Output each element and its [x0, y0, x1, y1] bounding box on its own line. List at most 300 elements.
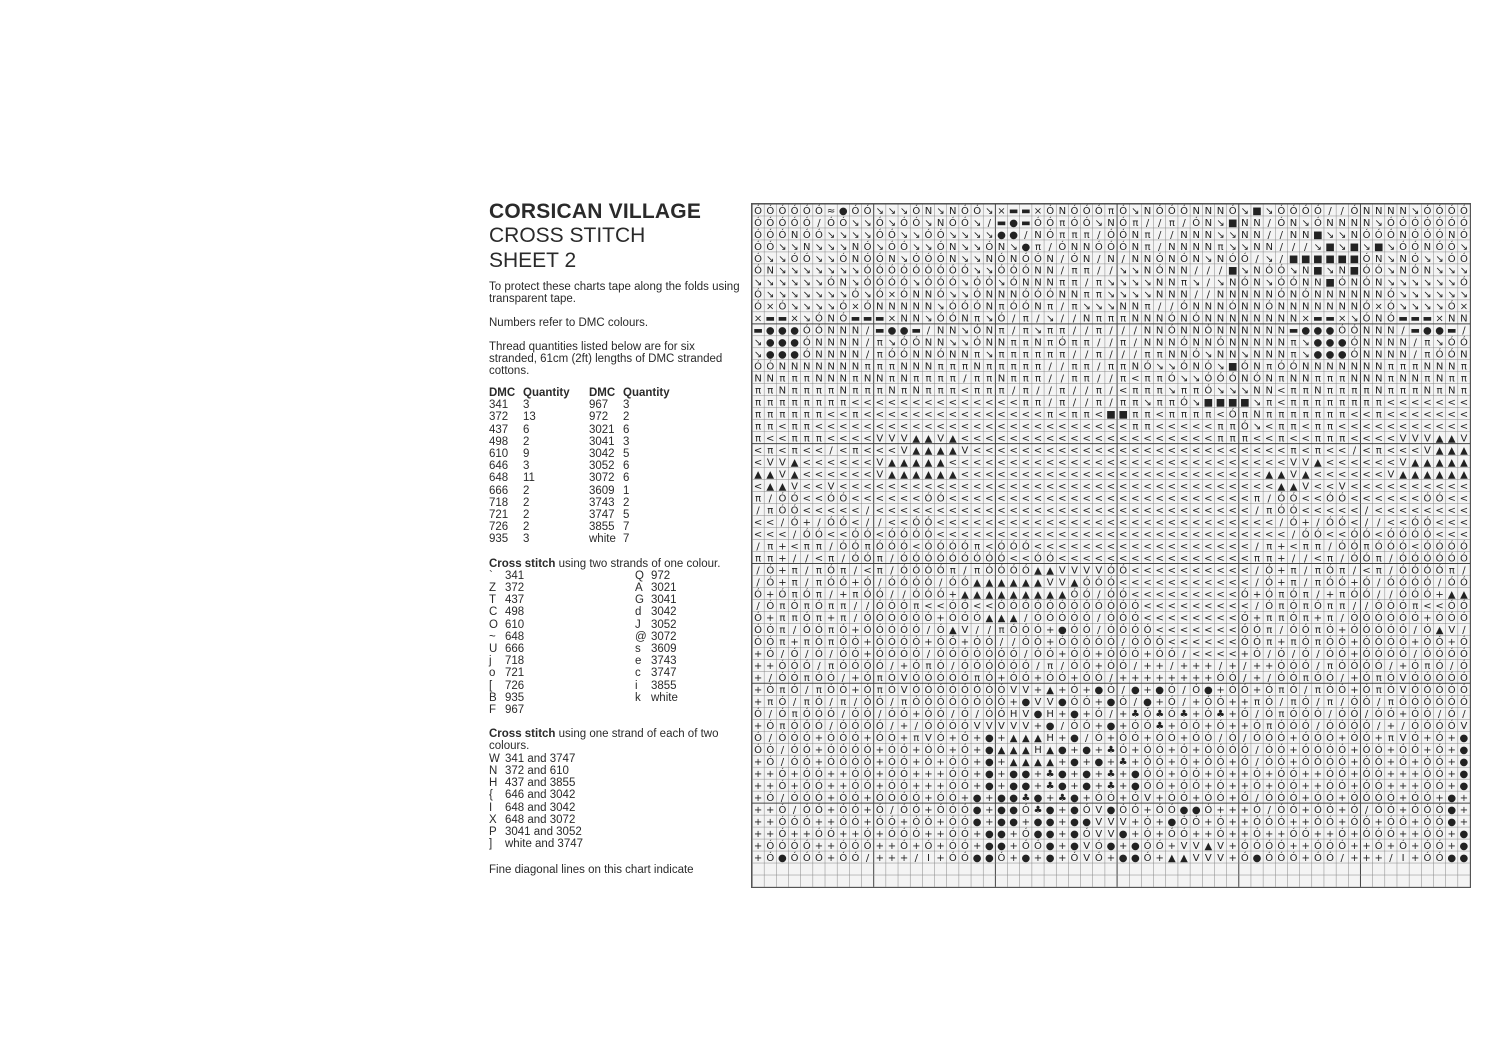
stitch-symbol: Ó — [839, 733, 848, 745]
stitch-symbol: Ó — [900, 709, 909, 721]
stitch-symbol: π — [876, 553, 883, 565]
stitch-symbol: < — [1070, 469, 1079, 481]
stitch-symbol: Ó — [1386, 625, 1395, 637]
stitch-symbol: ↘ — [1301, 217, 1310, 229]
stitch-symbol: + — [1228, 840, 1237, 852]
stitch-symbol: π — [1278, 421, 1285, 433]
stitch-symbol: Ó — [900, 804, 909, 816]
stitch-symbol: π — [791, 709, 798, 721]
stitch-symbol: ↘ — [960, 277, 970, 289]
stitch-symbol: ● — [887, 325, 897, 337]
stitch-symbol: Ó — [875, 649, 884, 661]
stitch-symbol: ▲ — [1289, 481, 1298, 493]
stitch-symbol: π — [1424, 337, 1431, 349]
stitch-symbol: + — [1118, 721, 1128, 733]
stitch-symbol: ↘ — [1386, 277, 1396, 289]
stitch-symbol: π — [901, 697, 908, 709]
stitch-symbol: / — [1170, 301, 1174, 313]
stitch-symbol: π — [1424, 349, 1431, 361]
stitch-symbol: ↘ — [839, 229, 848, 241]
stitch-symbol: + — [1301, 780, 1310, 792]
stitch-symbol: π — [1168, 397, 1175, 409]
stitch-symbol: π — [1193, 409, 1200, 421]
stitch-symbol: Ó — [754, 301, 763, 313]
stitch-symbol: Ó — [1216, 673, 1225, 685]
stitch-symbol: < — [1252, 445, 1262, 457]
stitch-symbol: ↘ — [839, 241, 848, 253]
stitch-symbol: ↘ — [1301, 337, 1310, 349]
stitch-symbol: Ó — [1411, 709, 1420, 721]
stitch-symbol: < — [960, 493, 970, 505]
stitch-symbol: ● — [1009, 780, 1019, 792]
stitch-symbol: N — [936, 337, 945, 349]
stitch-symbol: ▲ — [1058, 589, 1067, 601]
stitch-symbol: < — [1447, 493, 1456, 505]
stitch-symbol: < — [1058, 493, 1067, 505]
stitch-symbol: N — [1143, 313, 1152, 325]
stitch-symbol: + — [1338, 792, 1347, 804]
stitch-symbol: < — [1313, 481, 1323, 493]
stitch-symbol: < — [802, 505, 811, 517]
stitch-symbol: Ó — [888, 277, 896, 289]
key-entry — [489, 789, 741, 801]
stitch-symbol: / — [1255, 601, 1259, 613]
stitch-symbol: ■ — [1227, 361, 1238, 373]
stitch-symbol: Ó — [1362, 613, 1371, 625]
stitch-symbol: π — [1314, 445, 1321, 457]
stitch-symbol: Ó — [1131, 637, 1140, 649]
stitch-symbol: + — [936, 769, 945, 781]
stitch-symbol: / — [1121, 637, 1125, 649]
stitch-symbol: Ó — [948, 553, 957, 565]
stitch-symbol: Ó — [924, 697, 933, 709]
stitch-symbol: / — [1084, 397, 1089, 409]
stitch-symbol: / — [1255, 565, 1259, 577]
stitch-symbol: π — [1412, 601, 1419, 613]
stitch-symbol: N — [961, 349, 969, 361]
stitch-symbol: ♣ — [1130, 709, 1140, 721]
stitch-symbol: Ó — [1435, 852, 1444, 864]
stitch-symbol: Ó — [924, 721, 933, 733]
stitch-symbol: N — [1180, 325, 1188, 337]
stitch-symbol: Ó — [790, 721, 799, 733]
stitch-symbol: < — [1167, 589, 1177, 601]
stitch-symbol: Ó — [948, 816, 957, 828]
stitch-symbol: < — [1131, 541, 1140, 553]
stitch-symbol: N — [1362, 205, 1371, 217]
stitch-symbol: ↘ — [875, 205, 884, 217]
stitch-symbol: < — [863, 397, 872, 409]
stitch-symbol: Ó — [827, 733, 836, 745]
stitch-symbol: / — [1279, 517, 1284, 529]
stitch-symbol: Ó — [1362, 529, 1371, 541]
stitch-symbol: π — [852, 445, 859, 457]
stitch-chart — [751, 203, 1471, 888]
stitch-symbol: / — [792, 553, 797, 565]
stitch-symbol: Ó — [985, 241, 994, 253]
stitch-symbol: Ó — [1374, 780, 1383, 792]
key-colour: 341 — [505, 569, 525, 582]
stitch-symbol: < — [899, 481, 909, 493]
stitch-symbol: ↘ — [1459, 289, 1469, 301]
stitch-symbol: + — [1216, 685, 1225, 697]
stitch-symbol: Ó — [900, 745, 909, 757]
stitch-symbol: / — [817, 517, 821, 529]
stitch-symbol: < — [1459, 493, 1469, 505]
stitch-symbol: < — [1167, 613, 1177, 625]
stitch-symbol: N — [1289, 373, 1298, 385]
stitch-symbol: / — [780, 757, 785, 769]
stitch-symbol: + — [863, 792, 872, 804]
stitch-symbol: Ó — [1350, 697, 1359, 709]
dmc-number: 726 — [489, 521, 509, 534]
stitch-symbol: V — [1399, 733, 1407, 745]
stitch-symbol: < — [1021, 433, 1031, 445]
stitch-symbol: π — [1034, 349, 1041, 361]
stitch-symbol: ↘ — [960, 325, 970, 337]
stitch-symbol: / — [987, 217, 991, 229]
stitch-symbol: Ó — [1411, 721, 1420, 733]
stitch-symbol: Ó — [839, 541, 848, 553]
stitch-symbol: Ó — [1289, 721, 1298, 733]
stitch-symbol: ↘ — [1155, 361, 1164, 373]
stitch-symbol: Ó — [814, 828, 823, 840]
stitch-symbol: Ó — [1423, 565, 1432, 577]
stitch-symbol: Ó — [1094, 241, 1103, 253]
stitch-symbol: Ó — [1411, 529, 1420, 541]
stitch-symbol: Ó — [1107, 241, 1115, 253]
stitch-symbol: × — [887, 289, 897, 301]
stitch-symbol: + — [1411, 757, 1420, 769]
stitch-symbol: Ó — [997, 565, 1006, 577]
stitch-symbol: Ó — [1216, 697, 1225, 709]
stitch-symbol: V — [1217, 852, 1224, 864]
stitch-symbol: π — [767, 445, 774, 457]
stitch-symbol: Ó — [766, 241, 775, 253]
stitch-symbol: N — [1265, 325, 1273, 337]
stitch-symbol: < — [972, 397, 982, 409]
stitch-symbol: < — [1143, 493, 1152, 505]
stitch-symbol: + — [1338, 625, 1347, 637]
stitch-symbol: + — [766, 613, 775, 625]
stitch-symbol: V — [900, 673, 908, 685]
stitch-symbol: N — [876, 373, 884, 385]
stitch-symbol: π — [803, 397, 810, 409]
stitch-symbol: < — [1411, 541, 1420, 553]
stitch-symbol: π — [803, 421, 810, 433]
stitch-symbol: Ó — [863, 769, 872, 781]
stitch-symbol: + — [1459, 804, 1469, 816]
stitch-symbol: N — [1253, 385, 1261, 397]
stitch-symbol: V — [1058, 565, 1066, 577]
stitch-symbol: + — [875, 780, 884, 792]
stitch-symbol: N — [1046, 265, 1054, 277]
stitch-symbol: < — [1021, 529, 1031, 541]
stitch-symbol: ▲ — [985, 577, 994, 589]
stitch-symbol: Ó — [1423, 517, 1432, 529]
stitch-symbol: V — [888, 433, 896, 445]
stitch-symbol: / — [1255, 577, 1259, 589]
thread-note: Thread quantities listed below are for six stranded, 61cm (2ft) lengths of DMC stranded cottons. — [489, 341, 723, 377]
stitch-symbol: ↘ — [1447, 289, 1456, 301]
stitch-symbol: < — [1338, 457, 1347, 469]
stitch-symbol: < — [972, 433, 982, 445]
stitch-symbol: Ó — [790, 745, 799, 757]
stitch-symbol: Ó — [936, 745, 945, 757]
stitch-symbol: Ó — [754, 217, 763, 229]
stitch-symbol: Ó — [1289, 780, 1298, 792]
stitch-symbol: Ó — [888, 349, 896, 361]
stitch-symbol: ↘ — [1252, 397, 1262, 409]
stitch-symbol: Ó — [851, 553, 860, 565]
stitch-symbol: Ó — [1386, 804, 1395, 816]
stitch-symbol: < — [1350, 481, 1359, 493]
stitch-symbol: N — [1423, 385, 1432, 397]
stitch-symbol: < — [1228, 529, 1237, 541]
stitch-symbol: ● — [1459, 852, 1469, 864]
stitch-symbol: < — [1191, 517, 1201, 529]
stitch-symbol: + — [1155, 828, 1164, 840]
stitch-symbol: π — [1278, 589, 1285, 601]
stitch-symbol: V — [1290, 469, 1297, 481]
stitch-symbol: N — [1460, 313, 1468, 325]
stitch-symbol: π — [1327, 373, 1334, 385]
stitch-symbol: Ó — [814, 673, 823, 685]
stitch-symbol: / — [1340, 613, 1344, 625]
stitch-symbol: ▲ — [936, 469, 945, 481]
stitch-symbol: ■ — [1240, 397, 1250, 409]
stitch-symbol: < — [899, 517, 909, 529]
stitch-symbol: ▲ — [997, 613, 1006, 625]
stitch-symbol: Ó — [802, 852, 811, 864]
stitch-symbol: Ó — [1107, 685, 1115, 697]
stitch-symbol: Ó — [900, 601, 909, 613]
stitch-symbol: < — [766, 529, 775, 541]
stitch-symbol: < — [985, 469, 994, 481]
stitch-symbol: < — [1228, 649, 1237, 661]
stitch-symbol: Ó — [1435, 217, 1444, 229]
stitch-symbol: Ó — [1435, 780, 1444, 792]
stitch-symbol: V — [876, 457, 884, 469]
stitch-symbol: Ó — [1326, 852, 1334, 864]
stitch-symbol: ▲ — [754, 469, 762, 481]
stitch-symbol: + — [1167, 840, 1177, 852]
stitch-symbol: ● — [984, 828, 994, 840]
stitch-symbol: N — [1253, 325, 1261, 337]
stitch-symbol: π — [1290, 421, 1297, 433]
stitch-symbol: ↘ — [972, 265, 982, 277]
stitch-symbol: N — [1228, 313, 1237, 325]
stitch-symbol: + — [753, 685, 763, 697]
dmc-header-row — [489, 387, 589, 399]
stitch-symbol: ↘ — [1411, 301, 1420, 313]
stitch-symbol: Ó — [814, 649, 823, 661]
stitch-symbol: < — [1191, 565, 1201, 577]
stitch-symbol: ● — [778, 337, 787, 349]
stitch-symbol: / — [1267, 804, 1271, 816]
stitch-symbol: < — [972, 481, 982, 493]
stitch-symbol: + — [753, 649, 763, 661]
stitch-symbol: π — [1010, 337, 1017, 349]
stitch-symbol: ↘ — [826, 229, 836, 241]
stitch-symbol: π — [1144, 373, 1151, 385]
stitch-symbol: < — [1191, 469, 1201, 481]
stitch-symbol: N — [1241, 289, 1249, 301]
stitch-symbol: < — [802, 457, 811, 469]
stitch-symbol: ● — [1057, 625, 1067, 637]
stitch-symbol: Ó — [766, 637, 775, 649]
stitch-symbol: π — [1278, 433, 1285, 445]
stitch-symbol: ↘ — [839, 289, 848, 301]
stitch-symbol: π — [755, 421, 762, 433]
stitch-symbol: < — [1386, 421, 1396, 433]
stitch-symbol: < — [1398, 517, 1408, 529]
stitch-symbol: < — [1228, 457, 1237, 469]
stitch-symbol: Ó — [1447, 685, 1456, 697]
stitch-symbol: < — [1435, 481, 1444, 493]
stitch-symbol: π — [1375, 673, 1382, 685]
stitch-symbol: ● — [972, 852, 982, 864]
stitch-symbol: / — [1121, 349, 1125, 361]
stitch-symbol: ● — [1021, 780, 1031, 792]
stitch-symbol: π — [1339, 565, 1346, 577]
stitch-symbol: < — [997, 469, 1006, 481]
stitch-symbol: N — [766, 265, 774, 277]
stitch-symbol: / — [1279, 625, 1284, 637]
stitch-symbol: N — [1228, 289, 1237, 301]
stitch-symbol: < — [863, 481, 872, 493]
stitch-symbol: π — [1168, 217, 1175, 229]
stitch-symbol: ↘ — [948, 337, 957, 349]
stitch-symbol: ♣ — [1106, 780, 1116, 792]
stitch-symbol: Ó — [961, 673, 969, 685]
key-entry — [635, 655, 678, 667]
stitch-symbol: π — [803, 541, 810, 553]
stitch-symbol: Ó — [1435, 553, 1444, 565]
stitch-symbol: N — [1448, 313, 1456, 325]
stitch-symbol: Ó — [1119, 613, 1128, 625]
stitch-symbol: ▲ — [778, 481, 787, 493]
stitch-symbol: N — [900, 313, 908, 325]
stitch-symbol: < — [1386, 481, 1396, 493]
stitch-symbol: Ó — [1338, 541, 1347, 553]
stitch-symbol: N — [827, 313, 835, 325]
stitch-symbol: < — [1191, 481, 1201, 493]
stitch-symbol: < — [863, 565, 872, 577]
stitch-symbol: ↘ — [960, 289, 970, 301]
stitch-symbol: ▲ — [766, 481, 775, 493]
stitch-symbol: Ó — [1107, 649, 1115, 661]
stitch-symbol: < — [1423, 397, 1432, 409]
stitch-symbol: π — [1278, 373, 1285, 385]
stitch-symbol: ▲ — [948, 433, 957, 445]
stitch-symbol: π — [1327, 385, 1334, 397]
stitch-symbol: Ó — [778, 505, 787, 517]
stitch-symbol: < — [985, 541, 994, 553]
stitch-symbol: / — [1084, 349, 1089, 361]
stitch-symbol: Ó — [1313, 601, 1322, 613]
stitch-symbol: + — [766, 769, 775, 781]
stitch-symbol: < — [851, 481, 860, 493]
stitch-symbol: + — [1228, 769, 1237, 781]
stitch-symbol: + — [753, 757, 763, 769]
stitch-symbol: + — [1058, 816, 1067, 828]
stitch-symbol: Ó — [1399, 241, 1408, 253]
stitch-symbol: π — [767, 505, 774, 517]
stitch-symbol: Ó — [1459, 337, 1468, 349]
stitch-symbol: π — [925, 661, 932, 673]
stitch-symbol: < — [936, 601, 945, 613]
stitch-symbol: Ó — [778, 493, 787, 505]
stitch-symbol: × — [766, 301, 775, 313]
stitch-symbol: N — [863, 373, 872, 385]
stitch-symbol: × — [1338, 313, 1347, 325]
stitch-symbol: Ó — [814, 721, 823, 733]
stitch-symbol: / — [1084, 277, 1089, 289]
stitch-symbol: Ó — [1459, 661, 1468, 673]
stitch-symbol: + — [972, 733, 982, 745]
stitch-symbol: Ó — [961, 709, 969, 721]
stitch-symbol: Ó — [1034, 253, 1042, 265]
stitch-symbol: Ó — [814, 601, 823, 613]
stitch-symbol: Ó — [1009, 301, 1018, 313]
stitch-symbol: / — [768, 709, 772, 721]
key-symbol: s — [635, 643, 641, 656]
stitch-symbol: + — [1167, 745, 1177, 757]
stitch-symbol: Ó — [1204, 792, 1213, 804]
stitch-symbol: N — [1216, 253, 1225, 265]
stitch-symbol: π — [815, 613, 822, 625]
stitch-symbol: Ó — [1167, 685, 1176, 697]
stitch-symbol: Ó — [1459, 637, 1468, 649]
stitch-symbol: < — [1058, 457, 1067, 469]
stitch-symbol: < — [1106, 505, 1116, 517]
stitch-symbol: + — [1265, 661, 1274, 673]
stitch-symbol: Ó — [778, 673, 787, 685]
stitch-symbol: N — [815, 361, 823, 373]
stitch-symbol: < — [960, 481, 970, 493]
stitch-symbol: + — [1167, 769, 1177, 781]
stitch-symbol: Ó — [1399, 589, 1408, 601]
stitch-symbol: < — [1216, 481, 1225, 493]
stitch-symbol: Ó — [1289, 205, 1298, 217]
stitch-symbol: < — [924, 505, 933, 517]
stitch-symbol: Ó — [900, 553, 909, 565]
stitch-symbol: Ó — [863, 673, 872, 685]
key-entry — [489, 838, 741, 850]
stitch-symbol: Ó — [1362, 577, 1371, 589]
stitch-symbol: < — [1118, 481, 1128, 493]
stitch-symbol: + — [1338, 816, 1347, 828]
stitch-symbol: Ó — [1362, 589, 1371, 601]
stitch-symbol: Ó — [790, 733, 799, 745]
stitch-symbol: N — [1253, 409, 1261, 421]
stitch-symbol: < — [1131, 457, 1140, 469]
stitch-symbol: Ó — [961, 840, 969, 852]
stitch-symbol: π — [1010, 373, 1017, 385]
dmc-row — [489, 436, 589, 448]
stitch-symbol: ● — [972, 804, 982, 816]
stitch-symbol: / — [1279, 229, 1284, 241]
stitch-symbol: < — [1009, 457, 1018, 469]
stitch-symbol: + — [1155, 661, 1164, 673]
stitch-symbol: < — [899, 493, 909, 505]
stitch-symbol: < — [1313, 469, 1323, 481]
stitch-symbol: < — [1289, 433, 1298, 445]
stitch-symbol: Ó — [1338, 661, 1347, 673]
stitch-symbol: Ó — [778, 780, 787, 792]
stitch-symbol: Ó — [1155, 733, 1164, 745]
